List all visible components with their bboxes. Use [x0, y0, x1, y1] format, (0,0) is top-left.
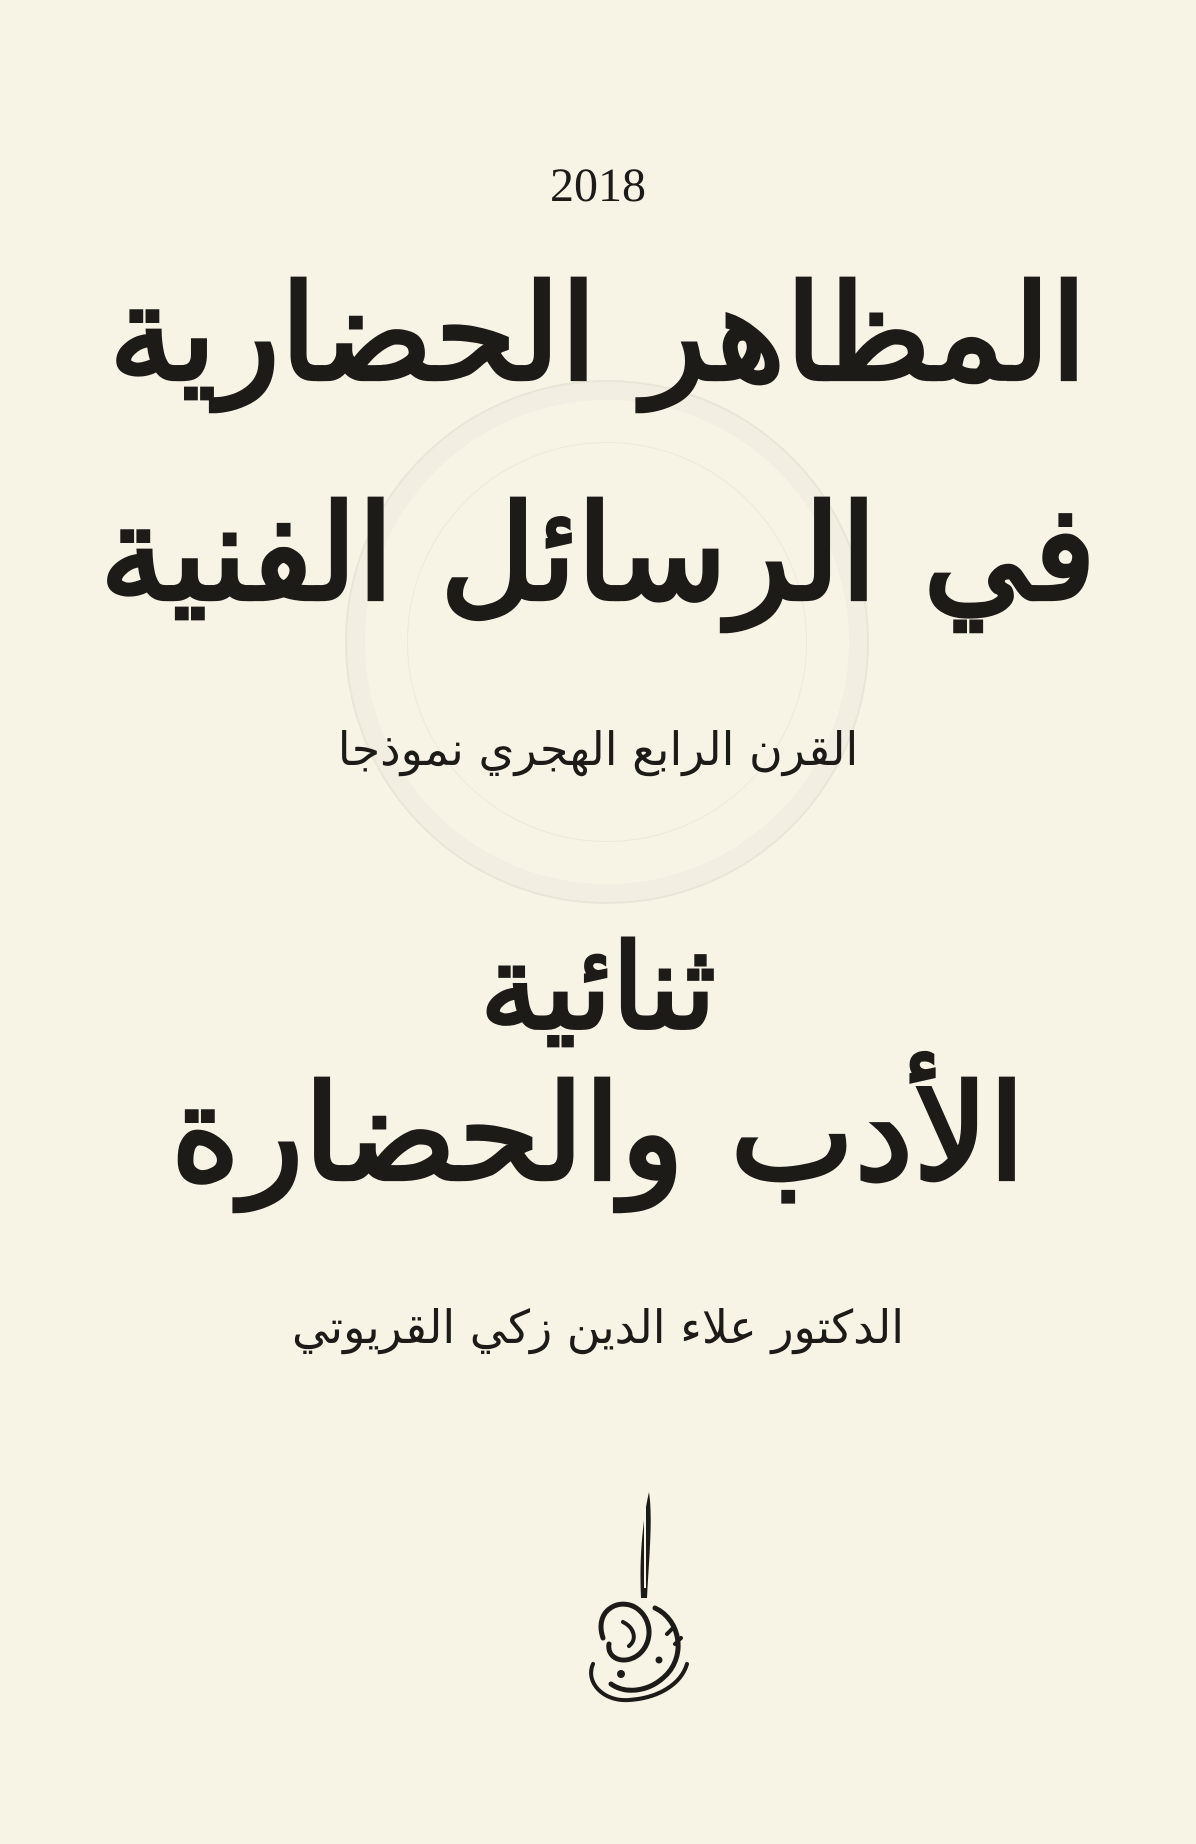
series-title-line-1: ثنائية [479, 917, 717, 1056]
series-title-line-2: الأدب والحضارة [170, 1056, 1026, 1211]
book-subtitle: القرن الرابع الهجري نموذجا [337, 722, 859, 776]
author-name: الدكتور علاء الدين زكي القريوتي [291, 1300, 905, 1354]
pen-calligraphy-logo-icon [591, 1492, 687, 1700]
book-title-line-2: في الرسائل الفنية [99, 476, 1097, 631]
publication-year: 2018 [550, 159, 646, 212]
book-title-line-1: المظاهر الحضارية [108, 256, 1088, 411]
faint-seal-watermark [345, 380, 869, 904]
publisher-logo [563, 1488, 713, 1708]
